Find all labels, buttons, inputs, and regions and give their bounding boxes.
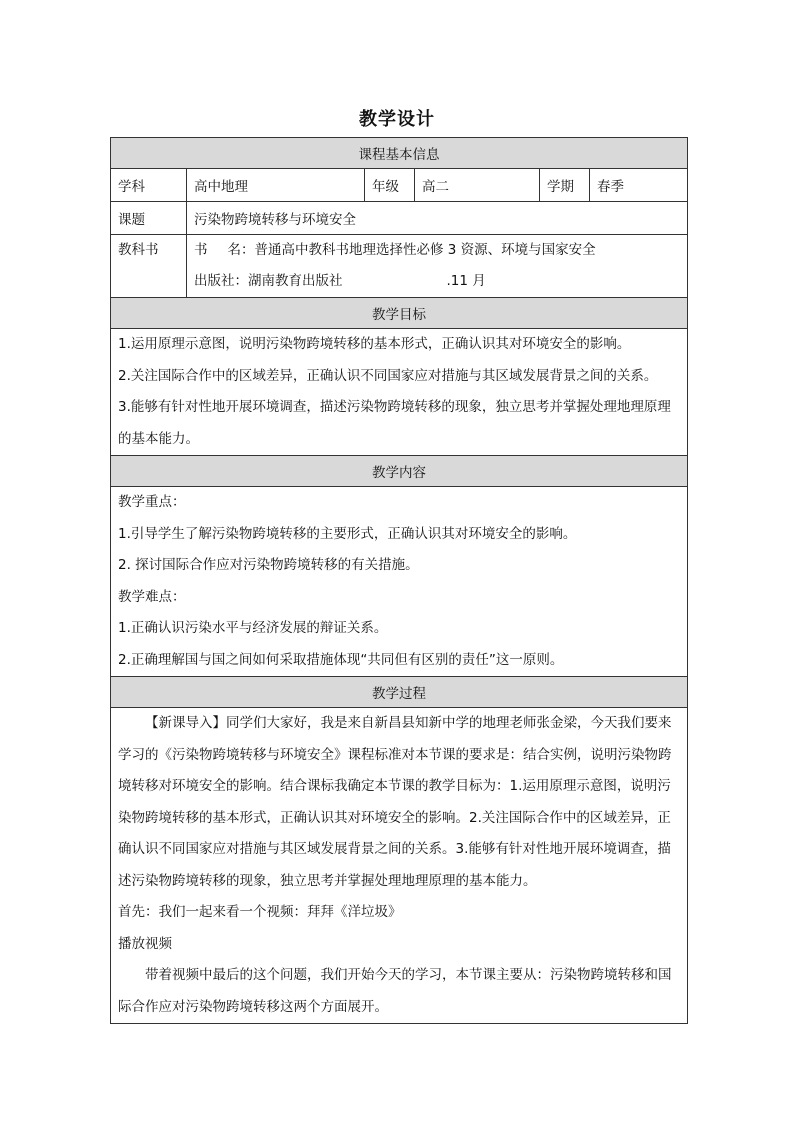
document-title: 教学设计	[359, 109, 435, 130]
difficulty-item: 1.正确认识污染水平与经济发展的辩证关系。	[118, 620, 388, 636]
goals-row	[111, 329, 688, 456]
difficulties-label: 教学难点：	[118, 588, 186, 605]
term-label: 学期	[540, 169, 590, 202]
term-value: 春季	[590, 169, 688, 202]
book-name-value: 普通高中教科书地理选择性必修 3 资源、环境与国家安全	[254, 242, 596, 258]
subject-label: 学科	[111, 169, 187, 202]
process-header-row	[111, 677, 688, 708]
process-closing: 带着视频中最后的这个问题，我们开始今天的学习，本节课主要从：污染物跨境转移和国际合作应对污染物跨境转移这两个方面展开。	[118, 967, 672, 1015]
basic-info-header-row	[111, 138, 688, 169]
key-points-label: 教学重点：	[118, 494, 186, 510]
key-point-item: 2. 探讨国际合作应对污染物跨境转移的有关措施。	[118, 557, 419, 573]
process-row	[111, 708, 688, 1024]
goals-body	[111, 329, 688, 456]
textbook-details	[187, 235, 688, 298]
lesson-plan-table	[110, 137, 688, 1024]
goals-header: 教学目标	[111, 298, 688, 329]
content-header-row	[111, 456, 688, 487]
process-first: 首先：我们一起来看一个视频：拜拜《洋垃圾》	[118, 904, 402, 920]
book-name-label-2: 名：	[227, 242, 255, 258]
grade-label: 年级	[365, 169, 415, 202]
content-body	[111, 487, 688, 677]
book-name-line	[194, 235, 680, 266]
goal-item: 3.能够有针对性地开展环境调查，描述污染物跨境转移的现象，独立思考并掌握处理地理原理的基本能力。	[118, 399, 671, 447]
grade-value: 高二	[415, 169, 540, 202]
topic-row	[111, 202, 688, 235]
goal-item: 2.关注国际合作中的区域差异，正确认识不同国家应对措施与其区域发展背景之间的关系。	[118, 367, 658, 384]
book-name-label: 书	[194, 242, 208, 258]
topic-value: 污染物跨境转移与环境安全	[187, 202, 688, 235]
subject-value: 高中地理	[187, 169, 365, 202]
basic-info-header: 课程基本信息	[111, 138, 688, 169]
subject-row	[111, 169, 688, 202]
process-intro: 【新课导入】同学们大家好，我是来自新昌县知新中学的地理老师张金梁，今天我们要来学习的《污染物跨境转移与环境安全》课程标准对本节课的要求是：结合实例，说明污染物跨境转移对环境安全的影响。结合课标我确定本节课的教学目标为：1.运用原理示意图，说明污染物跨境转移的基本形式，正确认识其对环境安全的影响。2.关注国际合作中的区域差异，正确认识不同国家应对措施与其区域发展背景之间的关系。3.能够有针对性地开展环境调查，描述污染物跨境转移的现象，独立思考并掌握处理地理原理的基本能力。	[118, 715, 672, 889]
publish-date: .11 月	[446, 273, 486, 289]
goals-header-row	[111, 298, 688, 329]
play-video-text: 播放视频	[118, 935, 172, 952]
publisher-line	[194, 266, 680, 297]
process-body	[111, 708, 688, 1024]
key-point-item: 1.引导学生了解污染物跨境转移的主要形式，正确认识其对环境安全的影响。	[118, 525, 577, 542]
publisher-value: 湖南教育出版社	[248, 273, 343, 289]
difficulty-item: 2.正确理解国与国之间如何采取措施体现“共同但有区别的责任”这一原则。	[118, 651, 564, 668]
content-header: 教学内容	[111, 456, 688, 487]
process-header: 教学过程	[111, 677, 688, 708]
content-row	[111, 487, 688, 677]
goal-item: 1.运用原理示意图，说明污染物跨境转移的基本形式，正确认识其对环境安全的影响。	[118, 336, 631, 352]
textbook-row	[111, 235, 688, 298]
publisher-label: 出版社：	[194, 273, 248, 289]
textbook-label: 教科书	[111, 235, 187, 298]
topic-label: 课题	[111, 202, 187, 235]
